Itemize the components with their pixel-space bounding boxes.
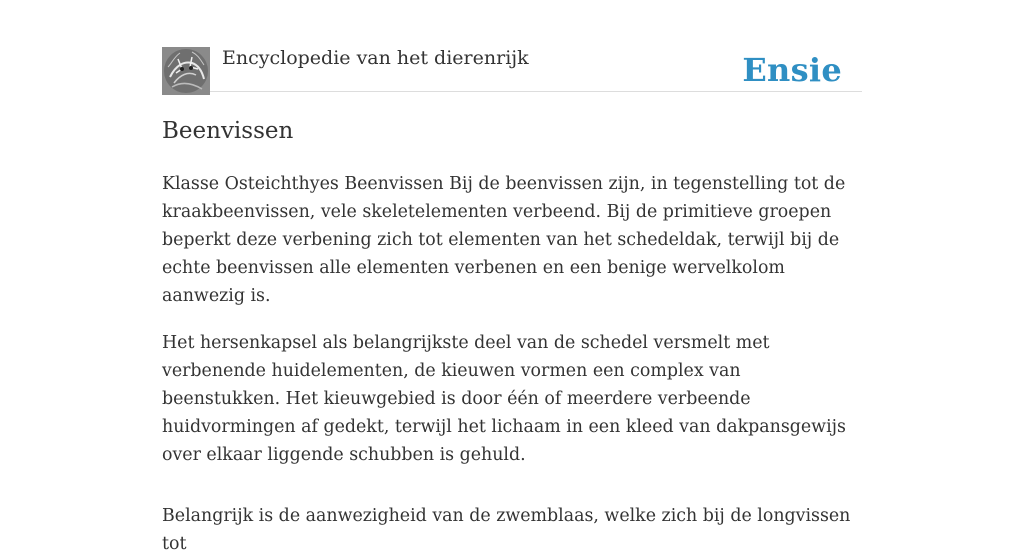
article-paragraph: Klasse Osteichthyes Beenvissen Bij de beenvissen zijn, in tegenstelling tot de kraakbeenvissen, vele skeletelementen verbeend. Bij de primitieve groepen beperkt deze verbening zich tot elementen van het schedeldak, terwijl bij de echte beenvissen alle elementen verbenen en een benige wervelkolom aanwezig is. <box>162 174 846 306</box>
page <box>162 0 862 558</box>
article-title: Beenvissen <box>162 118 294 144</box>
article-paragraph: Belangrijk is de aanwezigheid van de zwemblaas, welke zich bij de longvissen tot <box>162 506 851 554</box>
article-paragraph: Het hersenkapsel als belangrijkste deel van de schedel versmelt met verbenende huidelementen, de kieuwen vormen een complex van beenstukken. Het kieuwgebied is door één of meerdere verbeende huidvormingen af gedekt, terwijl het lichaam in een kleed van dakpansgewijs over elkaar liggende schubben is gehuld. <box>162 333 846 465</box>
animal-sketch-avatar-icon[interactable] <box>162 47 210 95</box>
site-title[interactable]: Encyclopedie van het dierenrijk <box>222 47 529 69</box>
brand-logo[interactable]: Ensie <box>742 51 842 89</box>
site-header <box>162 0 862 92</box>
